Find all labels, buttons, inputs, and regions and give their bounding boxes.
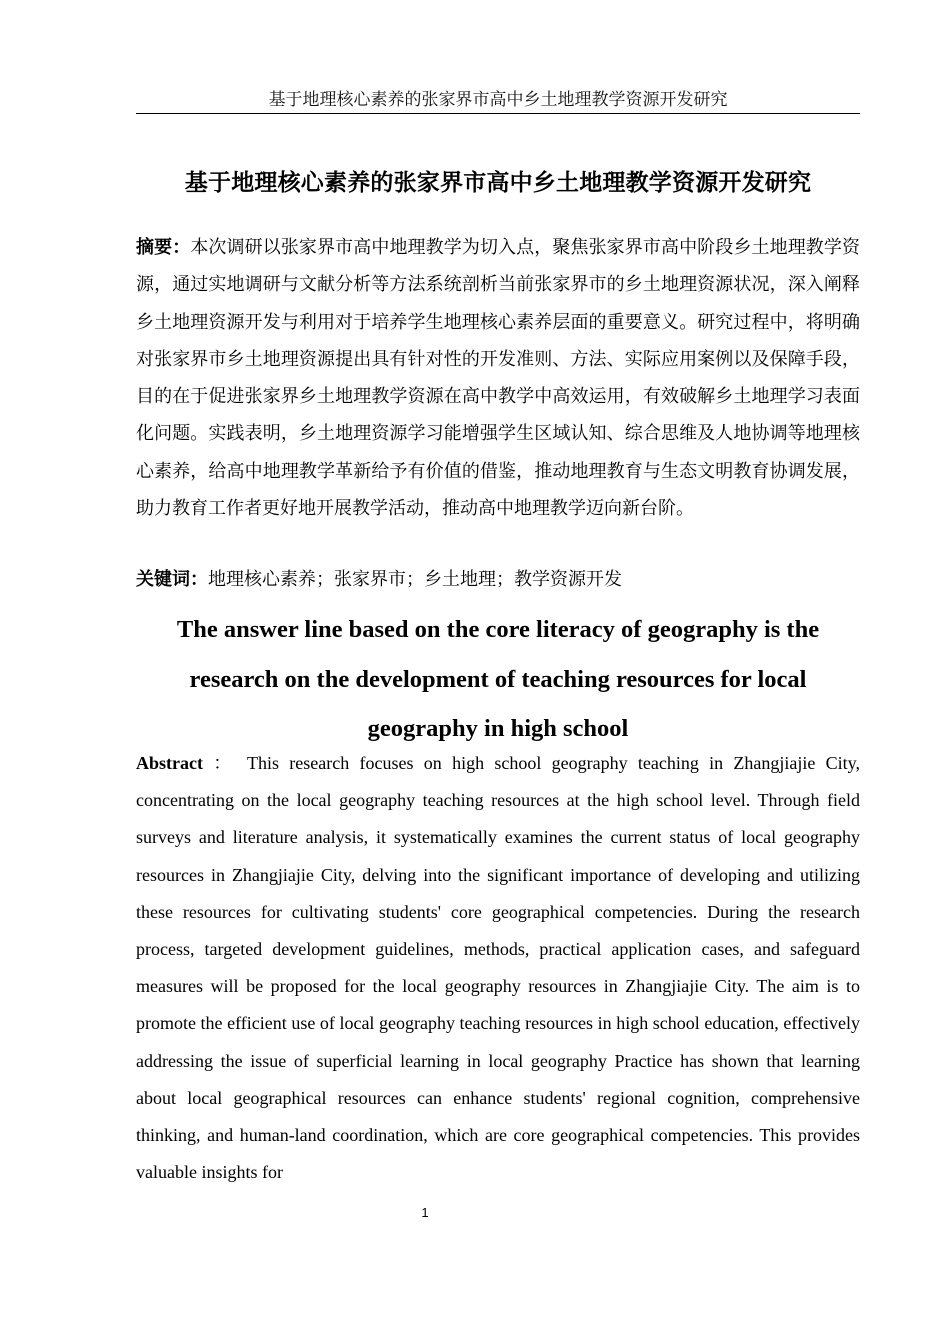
english-abstract: [136, 745, 860, 1191]
page-number: 1: [421, 1205, 429, 1220]
running-header: 基于地理核心素养的张家界市高中乡土地理教学资源开发研究: [268, 90, 728, 109]
english-title: The answer line based on the core literacy of geography is the research on the development of teaching resources for local geography in high school: [176, 616, 820, 742]
english-abstract-text: This research focuses on high school geography teaching in Zhangjiajie City, concentrating on the local geography teaching resources at the high school level. Through field surveys and literature analysis, it systematically examines the current status of local geography resources in Zhangjiajie City, delving into the significant importance of developing and utilizing these resources for cultivating students' core geographical competencies. During the research process, targeted development guidelines, methods, practical application cases, and safeguard measures will be proposed for the local geography resources in Zhangjiajie City. The aim is to promote the efficient use of local geography teaching resources in high school education, effectively addressing the issue of superficial learning in local geography Practice has shown that learning about local geographical resources can enhance students' regional cognition, comprehensive thinking, and human-land coordination, which are core geographical competencies. This provides valuable insights for: [136, 753, 860, 1183]
header-rule: [136, 113, 860, 114]
chinese-abstract-label: 摘要：: [136, 237, 191, 258]
chinese-abstract-text: 本次调研以张家界市高中地理教学为切入点，聚焦张家界市高中阶段乡土地理教学资源，通过实地调研与文献分析等方法系统剖析当前张家界市的乡土地理资源状况，深入阐释乡土地理资源开发与利用对于培养学生地理核心素养层面的重要意义。研究过程中，将明确对张家界市乡土地理资源提出具有针对性的开发准则、方法、实际应用案例以及保障手段，目的在于促进张家界乡土地理教学资源在高中教学中高效运用，有效破解乡土地理学习表面化问题。实践表明，乡土地理资源学习能增强学生区域认知、综合思维及人地协调等地理核心素养，给高中地理教学革新给予有价值的借鉴，推动地理教育与生态文明教育协调发展，助力教育工作者更好地开展教学活动，推动高中地理教学迈向新台阶。: [136, 237, 861, 519]
chinese-abstract: [136, 229, 860, 527]
chinese-keywords-text: 地理核心素养；张家界市；乡土地理；教学资源开发: [208, 569, 622, 589]
english-abstract-label: Abstract: [136, 753, 203, 773]
chinese-keywords: [136, 566, 860, 593]
chinese-keywords-label: 关键词：: [136, 569, 208, 590]
chinese-title: 基于地理核心素养的张家界市高中乡土地理教学资源开发研究: [184, 170, 812, 196]
english-abstract-separator: ：: [213, 753, 238, 773]
